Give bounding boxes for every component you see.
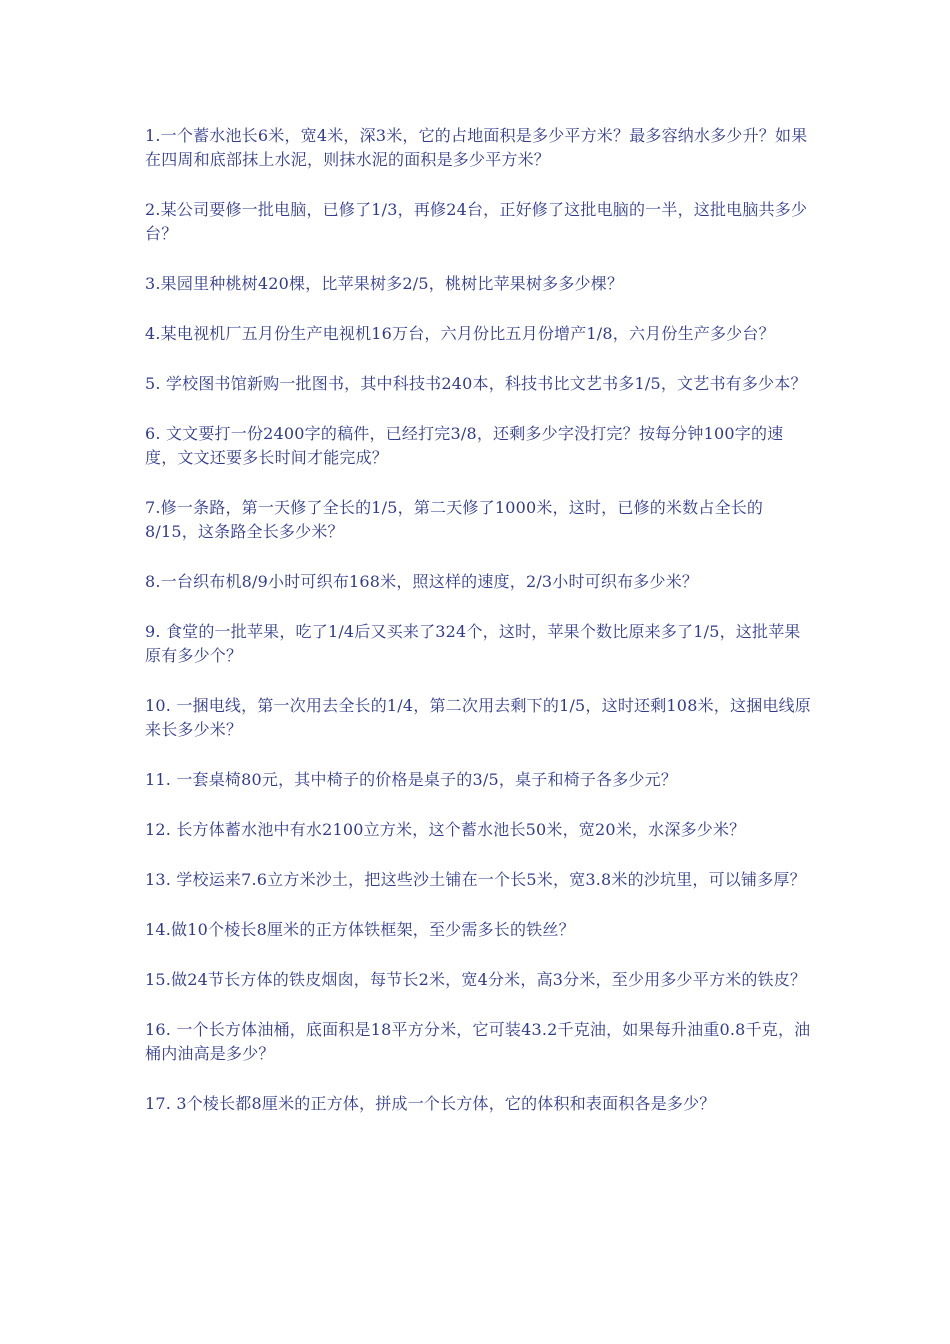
problem-9: 9. 食堂的一批苹果，吃了1/4后又买来了324个，这时，苹果个数比原来多了1/5，这批苹果原有多少个？: [145, 622, 801, 665]
problem-11: 11. 一套桌椅80元，其中椅子的价格是桌子的3/5，桌子和椅子各多少元？: [145, 770, 678, 789]
problem-3: 3.果园里种桃树420棵，比苹果树多2/5，桃树比苹果树多多少棵？: [145, 274, 624, 293]
problem-14: 14.做10个棱长8厘米的正方体铁框架，至少需多长的铁丝？: [145, 920, 575, 939]
problem-5: 5. 学校图书馆新购一批图书，其中科技书240本，科技书比文艺书多1/5，文艺书有多少本？: [145, 374, 807, 393]
problem-1: 1.一个蓄水池长6米，宽4米，深3米，它的占地面积是多少平方米？最多容纳水多少升？如果在四周和底部抹上水泥，则抹水泥的面积是多少平方米？: [145, 126, 808, 169]
problem-2: 2.某公司要修一批电脑，已修了1/3，再修24台，正好修了这批电脑的一半，这批电脑共多少台？: [145, 200, 808, 243]
problem-16: 16. 一个长方体油桶，底面积是18平方分米，它可装43.2千克油，如果每升油重0.8千克，油桶内油高是多少？: [145, 1020, 811, 1063]
problem-6: 6. 文文要打一份2400字的稿件，已经打完3/8，还剩多少字没打完？按每分钟100字的速度，文文还要多长时间才能完成？: [145, 424, 784, 467]
problem-8: 8.一台织布机8/9小时可织布168米，照这样的速度，2/3小时可织布多少米？: [145, 572, 699, 591]
problem-12: 12. 长方体蓄水池中有水2100立方米，这个蓄水池长50米，宽20米，水深多少米？: [145, 820, 746, 839]
document-page: [145, 124, 815, 1142]
problem-4: 4.某电视机厂五月份生产电视机16万台，六月份比五月份增产1/8，六月份生产多少台？: [145, 324, 775, 343]
problem-17: 17. 3个棱长都8厘米的正方体，拼成一个长方体，它的体积和表面积各是多少？: [145, 1094, 716, 1113]
problem-15: 15.做24节长方体的铁皮烟囱，每节长2米，宽4分米，高3分米，至少用多少平方米的铁皮？: [145, 970, 807, 989]
problem-10: 10. 一捆电线，第一次用去全长的1/4，第二次用去剩下的1/5，这时还剩108米，这捆电线原来长多少米？: [145, 696, 811, 739]
problem-7: 7.修一条路，第一天修了全长的1/5，第二天修了1000米，这时，已修的米数占全长的8/15，这条路全长多少米？: [145, 498, 764, 541]
problem-13: 13. 学校运来7.6立方米沙土，把这些沙土铺在一个长5米，宽3.8米的沙坑里，可以铺多厚？: [145, 870, 806, 889]
